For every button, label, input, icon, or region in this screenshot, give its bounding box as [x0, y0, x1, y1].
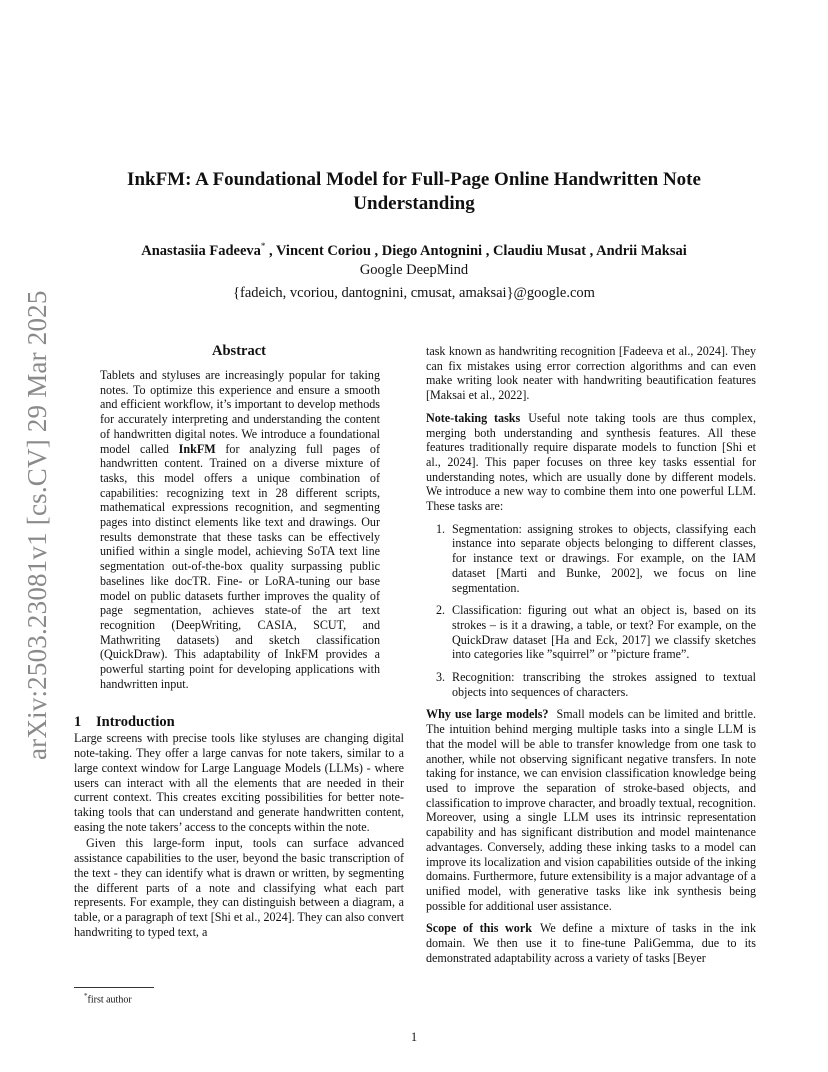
task-item-segmentation — [426, 522, 756, 596]
note-taking-heading: Note-taking tasks — [426, 410, 521, 425]
intro-paragraph-continued: task known as handwriting recognition [Fadeeva et al., 2024]. They can fix mistakes using error correction algorithms and can even make writing look neater with handwriting beautification features [Maksai et al., 2022]. — [426, 344, 756, 403]
why-large-models-heading: Why use large models? — [426, 707, 549, 722]
abstract-text-end: for analyzing full pages of handwritten content. Trained on a diverse mixture of tasks, this model offers a unique combination of capabilities: recognizing text in 28 different scripts, mathematical expressions recognition, and segmenting pages into distinct elements like text and drawings. Our results demonstrate that these tasks can be effectively unified within a single model, achieving SoTA text line segmentation out-of-the-box quality surpassing public baselines like docTR. Fine- or LoRA-tuning our base model on public datasets further improves the quality of page segmentation, achieves state-of the art text recognition (DeepWriting, CASIA, SCUT, and Mathwriting datasets) and sketch classification (QuickDraw). This adaptability of InkFM provides a powerful starting point for developing applications with handwritten input. — [100, 441, 380, 691]
scope-heading: Scope of this work — [426, 921, 532, 936]
model-name: InkFM — [178, 441, 216, 456]
task-marker: 2. — [436, 603, 446, 618]
scope-body: We define a mixture of tasks in the ink domain. We then use it to fine-tune PaliGemma, due to its demonstrated adaptability across a variety of tasks [Beyer — [426, 921, 756, 965]
footnote-text: first author — [87, 994, 132, 1006]
task-marker: 3. — [436, 670, 446, 685]
task-text: Recognition: transcribing the strokes assigned to textual objects into sequences of characters. — [452, 670, 756, 699]
right-column — [426, 344, 756, 965]
note-taking-paragraph — [426, 411, 756, 514]
task-text: Segmentation: assigning strokes to objects, classifying each instance into separate objects belonging to different classes, for instance text or drawings. For example, on the IAM dataset [Marti and Bunke, 2002], we focus on line segmentation. — [452, 521, 756, 595]
first-author: Anastasiia Fadeeva — [141, 242, 261, 259]
footnote-divider — [74, 987, 154, 988]
abstract-body — [100, 368, 380, 691]
page-number: 1 — [410, 1030, 418, 1044]
paper-title: InkFM: A Foundational Model for Full-Page Online Handwritten Note Understanding — [127, 169, 701, 214]
section-heading-introduction — [74, 713, 404, 731]
author-footnote-mark: * — [260, 241, 266, 251]
task-text: Classification: figuring out what an object is, based on its strokes – is it a drawing, a table, or text? For example, on the QuickDraw dataset [Ha and Eck, 2017] we classify sketches into categories like ”squirrel” or ”picture frame”. — [452, 603, 756, 662]
task-marker: 1. — [436, 521, 446, 536]
scope-paragraph — [426, 921, 756, 965]
author-list — [60, 236, 768, 261]
task-item-recognition — [426, 670, 756, 699]
note-taking-body: Useful note taking tools are thus complex, merging both understanding and synthesis features. All these features traditionally require disparate models to function [Shi et al., 2024]. This paper focuses on three key tasks essential for understanding notes, which are usually done by different models. We introduce a new way to combine them into one powerful LLM. These tasks are: — [426, 410, 757, 514]
arxiv-stamp: arXiv:2503.23081v1 [cs.CV] 29 Mar 2025 — [22, 290, 52, 760]
affiliation: Google DeepMind — [359, 262, 469, 278]
section-number: 1 — [74, 714, 82, 731]
section-title: Introduction — [96, 714, 175, 731]
footnote-mark: * — [84, 992, 88, 1000]
task-list — [426, 522, 756, 700]
task-item-classification — [426, 603, 756, 662]
footnote — [84, 990, 132, 1006]
why-large-models-body: Small models can be limited and brittle. The intuition behind merging multiple tasks into a single LLM is that the model will be able to transfer knowledge from one task to another, while not observing significant negative transfers. In note taking for instance, we can envision classification knowledge being used to improve the separation of stroke-based objects, and classification to improve character, and broadly textual, recognition. Moreover, using a single LLM uses its intrinsic representation capability and has significant distribution and model maintenance advantages. Conversely, adding these inking tasks to a model can improve its localization and vision capabilities outside of the inking domains. Furthermore, future extensibility is a major advantage of a unified model, with generative tasks like ink synthesis being possible for additional user assistance. — [426, 707, 756, 913]
abstract-text-start: Tablets and styluses are increasingly popular for taking notes. To optimize this experience and ensure a smooth and efficient workflow, it’s important to develop methods for accurately interpreting and understanding the content of handwritten digital notes. We introduce a foundational model called — [100, 368, 380, 456]
intro-paragraph-1: Large screens with precise tools like styluses are changing digital note-taking. They offer a large canvas for note takers, similar to a large context window for Large Language Models (LLMs) - where users can interact with all the elements that are needed in their current context. This creates exciting possibilities for better note-taking tools that can understand and generate handwritten content, easing the note takers’ access to the concepts within the note. — [74, 731, 404, 834]
why-large-models-paragraph — [426, 707, 756, 913]
other-authors: , Vincent Coriou , Diego Antognini , Claudiu Musat , Andrii Maksai — [265, 242, 687, 259]
author-emails: {fadeich, vcoriou, dantognini, cmusat, amaksai}@google.com — [233, 285, 595, 301]
intro-paragraph-2: Given this large-form input, tools can surface advanced assistance capabilities to the user, beyond the basic transcription of the text - they can identify what is drawn or written, by segmenting the different parts of a note and classifying what each part represents. For example, they can distinguish between a diagram, a table, or a paragraph of text [Shi et al., 2024]. They can also convert handwriting to typed text, a — [74, 836, 404, 939]
left-column — [74, 342, 404, 939]
abstract-heading: Abstract — [212, 343, 266, 359]
